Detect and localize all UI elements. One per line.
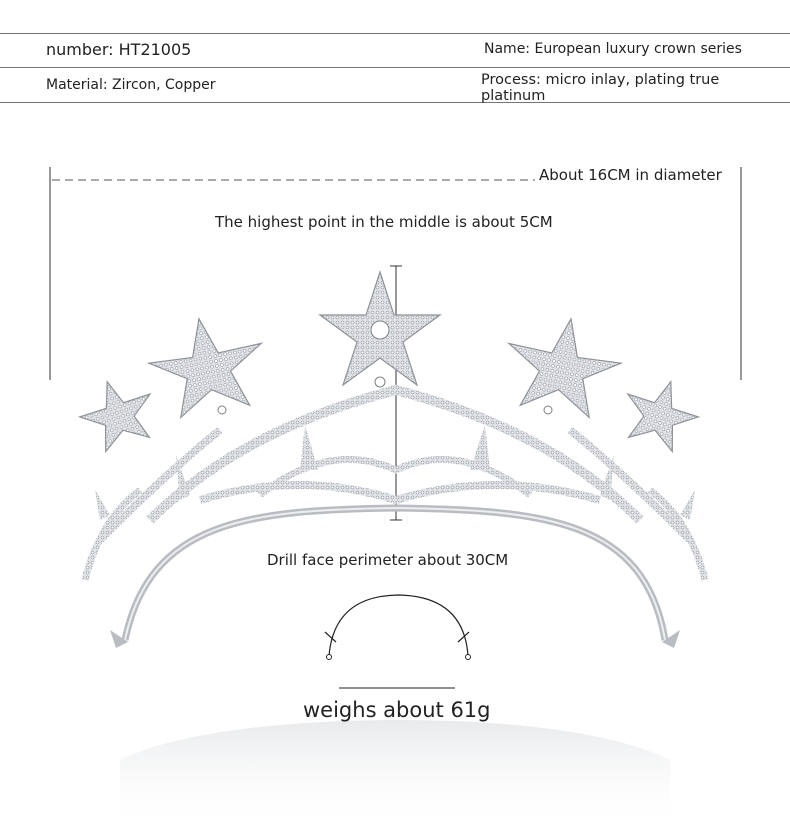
height-label: The highest point in the middle is about 5CM <box>215 213 553 231</box>
spec-process: Process: micro inlay, plating true platinum <box>481 72 720 104</box>
diameter-label: About 16CM in diameter <box>539 166 722 184</box>
crown <box>72 272 706 828</box>
spec-name: Name: European luxury crown series <box>484 41 742 57</box>
perimeter-label: Drill face perimeter about 30CM <box>267 551 509 569</box>
divider <box>0 33 790 34</box>
spec-number: number: HT21005 <box>46 40 192 59</box>
spec-table <box>0 0 790 104</box>
weight-label: weighs about 61g <box>303 698 491 722</box>
spec-material: Material: Zircon, Copper <box>46 77 216 93</box>
perimeter-arc-icon <box>325 595 471 660</box>
divider <box>0 67 790 68</box>
